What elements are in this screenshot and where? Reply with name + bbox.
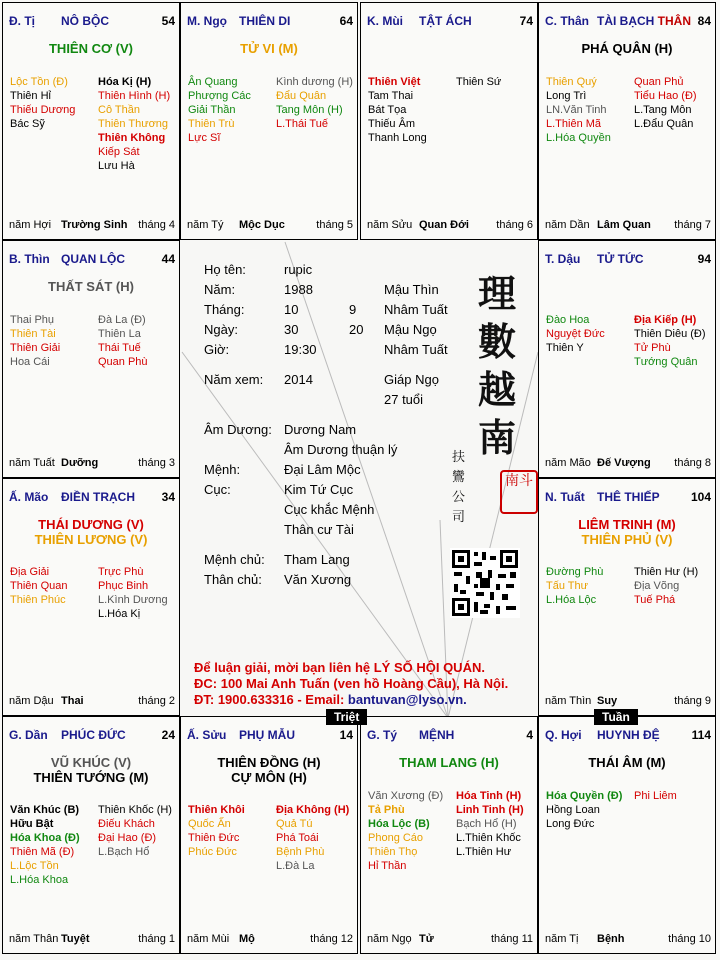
- calligraphy-side-text: 扶鸞公司: [452, 450, 466, 525]
- star-item: Thiên Trù: [188, 118, 235, 130]
- month-label: Tháng:: [204, 302, 245, 317]
- menh-chu-label: Mệnh chủ:: [204, 552, 265, 567]
- lunar-month: tháng 7: [674, 219, 711, 231]
- hour-can-chi: Nhâm Tuất: [384, 342, 448, 357]
- palace-footer: [187, 933, 353, 945]
- palace-tuat[interactable]: [538, 478, 716, 716]
- stars-right-column: [634, 75, 697, 131]
- view-year-value: 2014: [284, 372, 313, 387]
- palace-footer: [545, 695, 711, 707]
- decade-number: 84: [697, 14, 711, 28]
- life-stage: Quan Đới: [419, 219, 469, 231]
- decade-number: 94: [697, 252, 711, 266]
- star-item: Phượng Các: [188, 90, 251, 102]
- palace-header: [187, 728, 353, 742]
- palace-name: MỆNH: [419, 728, 455, 742]
- branch-label: G. Dần: [9, 728, 48, 742]
- star-item: Quan Phù: [98, 356, 148, 368]
- branch-label: Ấ. Sửu: [187, 728, 227, 742]
- contact-phone: ĐT: 1900.633316 - Email:: [194, 692, 348, 707]
- star-item: Thiên Tài: [10, 328, 56, 340]
- major-star: THIÊN LƯƠNG (V): [34, 532, 148, 547]
- palace-header: [367, 14, 533, 28]
- star-item: Hóa Quyền (Đ): [546, 790, 623, 802]
- palace-footer: [187, 219, 353, 231]
- stars-left-column: [10, 565, 67, 607]
- than-chu-value: Văn Xương: [284, 572, 352, 587]
- seal-text: 南斗: [505, 473, 533, 489]
- star-item: Kình dương (H): [276, 76, 353, 88]
- decade-number: 14: [339, 728, 353, 742]
- palace-header: [187, 14, 353, 28]
- major-star: PHÁ QUÂN (H): [581, 41, 673, 56]
- palace-name: PHỤ MẪU: [239, 728, 295, 742]
- major-star: TỬ VI (M): [240, 41, 298, 56]
- year-value: 1988: [284, 282, 313, 297]
- stars-right-column: [98, 313, 148, 369]
- palace-footer: [545, 933, 711, 945]
- star-item: Tiểu Hao (Đ): [634, 90, 697, 102]
- star-item: Trực Phù: [98, 566, 144, 578]
- stars-right-column: [98, 75, 170, 173]
- star-item: Phi Liêm: [634, 790, 677, 802]
- lunar-year: năm Thân: [9, 933, 59, 945]
- stars-left-column: [546, 75, 611, 145]
- decade-number: 24: [161, 728, 175, 742]
- star-item: Thiên Phúc: [10, 594, 66, 606]
- contact-line-2: ĐC: 100 Mai Anh Tuấn (ven hồ Hoàng Cầu), Hà Nội.: [194, 676, 509, 691]
- lunar-month: tháng 4: [138, 219, 175, 231]
- star-item: Hữu Bật: [10, 818, 54, 830]
- stars-left-column: [546, 313, 605, 355]
- star-item: Long Trì: [546, 90, 587, 102]
- star-item: Lộc Tồn (Đ): [10, 76, 68, 88]
- lunar-year: năm Dần: [545, 219, 590, 231]
- lunar-year: năm Thìn: [545, 695, 592, 707]
- star-item: Tấu Thư: [546, 580, 589, 592]
- star-item: Địa Không (H): [276, 804, 350, 816]
- star-item: Lưu Hà: [98, 160, 135, 172]
- lunar-month: tháng 11: [490, 933, 533, 945]
- star-item: Thiên Mã (Đ): [10, 846, 75, 858]
- star-item: Hoa Cái: [10, 356, 50, 368]
- day-label: Ngày:: [204, 322, 238, 337]
- am-duong-note: Âm Dương thuận lý: [284, 442, 398, 457]
- star-item: Bạch Hổ (H): [456, 818, 517, 830]
- palace-name: ĐIỀN TRẠCH: [61, 490, 135, 504]
- star-item: L.Hóa Kị: [98, 608, 141, 620]
- triet-tag: Triệt: [326, 709, 367, 725]
- star-item: Địa Kiếp (H): [634, 314, 697, 326]
- star-item: Thiên Khôi: [188, 804, 245, 816]
- menh-value: Đại Lâm Mộc: [284, 462, 361, 477]
- palace-ty[interactable]: [360, 716, 538, 954]
- star-item: Thiên Thọ: [368, 846, 418, 858]
- star-item: Thiên Hình (H): [98, 90, 171, 102]
- star-item: LN.Văn Tinh: [546, 104, 607, 116]
- than-marker: THÂN: [657, 14, 691, 28]
- star-item: Hóa Tinh (H): [456, 790, 522, 802]
- lunar-month: tháng 1: [138, 933, 175, 945]
- star-item: Địa Giải: [10, 566, 50, 578]
- stars-right-column: [456, 789, 524, 859]
- star-item: Hóa Kị (H): [98, 76, 152, 88]
- decade-number: 44: [161, 252, 175, 266]
- star-item: Đà La (Đ): [98, 314, 146, 326]
- star-item: Lực Sĩ: [188, 132, 221, 144]
- stars-left-column: [546, 565, 603, 607]
- star-item: L.Hóa Quyền: [546, 132, 611, 144]
- star-item: Long Đức: [546, 818, 595, 830]
- star-item: Bác Sỹ: [10, 118, 45, 130]
- lunar-month: tháng 5: [316, 219, 353, 231]
- stars-left-column: [188, 75, 251, 145]
- star-item: Thiếu Dương: [10, 104, 76, 116]
- star-item: L.Đẩu Quân: [634, 118, 694, 130]
- cuc-value: Kim Tứ Cục: [284, 482, 354, 497]
- lunar-month: tháng 8: [674, 457, 711, 469]
- palace-mui[interactable]: [360, 2, 538, 240]
- palace-footer: [9, 933, 175, 945]
- lunar-year: năm Tuất: [9, 457, 55, 469]
- palace-footer: [545, 219, 711, 231]
- star-item: Quan Phủ: [634, 76, 684, 88]
- name-value: rupic: [284, 262, 313, 277]
- major-star: THẤT SÁT (H): [48, 279, 134, 294]
- palace-header: [545, 252, 711, 266]
- lunar-year: năm Sửu: [367, 219, 413, 231]
- lunar-year: năm Mùi: [187, 933, 230, 945]
- star-item: Thiên Thương: [98, 118, 169, 130]
- life-stage: Tử: [419, 933, 434, 945]
- star-item: Địa Võng: [634, 580, 680, 592]
- than-cu-note: Thân cư Tài: [284, 522, 354, 537]
- star-item: Điếu Khách: [98, 818, 155, 830]
- star-item: L.Lộc Tồn: [10, 860, 59, 872]
- palace-header: [9, 490, 175, 504]
- branch-label: Đ. Tị: [9, 14, 35, 28]
- am-duong-value: Dương Nam: [284, 422, 357, 437]
- stars-left-column: [10, 75, 75, 131]
- palace-header: [545, 14, 711, 28]
- life-stage: Thai: [61, 695, 84, 707]
- month-lunar: 9: [349, 302, 357, 317]
- stars-left-column: [10, 313, 60, 369]
- stars-right-column: [456, 75, 501, 89]
- hour-label: Giờ:: [204, 342, 230, 357]
- lunar-month: tháng 9: [674, 695, 711, 707]
- lunar-month: tháng 3: [138, 457, 175, 469]
- star-item: Phúc Đức: [188, 846, 237, 858]
- major-star: THIÊN TƯỚNG (M): [33, 770, 149, 785]
- star-item: L.Thiên Khốc: [456, 832, 521, 844]
- branch-label: Ấ. Mão: [9, 490, 49, 504]
- palace-name: THÊ THIẾP: [597, 490, 660, 504]
- lunar-month: tháng 2: [138, 695, 175, 707]
- life-stage: Đế Vượng: [597, 457, 651, 469]
- star-item: Thiên Sứ: [456, 76, 502, 88]
- star-item: Thiên Diêu (Đ): [634, 328, 706, 340]
- stars-right-column: [276, 803, 349, 873]
- major-star: VŨ KHÚC (V): [50, 755, 132, 770]
- star-item: Thiếu Âm: [368, 118, 416, 130]
- star-item: L.Đà La: [276, 860, 315, 872]
- calligraphy-text: 理數越南: [478, 271, 517, 460]
- stars-left-column: [546, 789, 622, 831]
- palace-footer: [545, 457, 711, 469]
- palace-header: [545, 490, 711, 504]
- star-item: Tam Thai: [368, 90, 414, 102]
- stars-left-column: [188, 803, 245, 859]
- branch-label: M. Ngọ: [187, 14, 227, 28]
- stars-right-column: [634, 313, 706, 369]
- star-item: Thiên Hỉ: [10, 90, 51, 102]
- lunar-year: năm Hợi: [9, 219, 52, 231]
- day-can-chi: Mậu Ngọ: [384, 322, 437, 337]
- star-item: Hỉ Thần: [368, 860, 407, 872]
- life-stage: Tuyệt: [61, 933, 90, 945]
- star-item: L.Kình Dương: [98, 594, 168, 606]
- menh-label: Mệnh:: [204, 462, 241, 477]
- branch-label: Q. Hợi: [545, 728, 582, 742]
- cuc-label: Cục:: [204, 482, 231, 497]
- branch-label: C. Thân: [545, 14, 589, 28]
- palace-header: [545, 728, 711, 742]
- major-star: THIÊN PHỦ (V): [581, 532, 673, 547]
- lunar-year: năm Ngọ: [367, 933, 412, 945]
- star-item: Phục Binh: [98, 580, 149, 592]
- life-stage: Mộc Dục: [239, 219, 285, 231]
- branch-label: T. Dậu: [545, 252, 581, 266]
- branch-label: K. Mùi: [367, 14, 403, 28]
- palace-footer: [367, 219, 533, 231]
- stars-right-column: [98, 803, 172, 859]
- palace-header: [9, 14, 175, 28]
- star-item: L.Thái Tuế: [276, 118, 328, 130]
- palace-footer: [9, 457, 175, 469]
- star-item: L.Thiên Mã: [546, 118, 602, 130]
- star-item: Tuế Phá: [634, 594, 676, 606]
- lunar-year: năm Tý: [187, 219, 224, 231]
- tuan-tag: Tuần: [594, 709, 638, 725]
- cuc-note: Cục khắc Mệnh: [284, 502, 375, 517]
- stars-right-column: [634, 789, 677, 803]
- stars-left-column: [368, 75, 427, 145]
- month-value: 10: [284, 302, 299, 317]
- menh-chu-value: Tham Lang: [284, 552, 350, 567]
- day-lunar: 20: [349, 322, 364, 337]
- year-label: Năm:: [204, 282, 236, 297]
- palace-header: [9, 252, 175, 266]
- star-item: Thanh Long: [368, 132, 427, 144]
- star-item: Thiên Quý: [546, 76, 597, 88]
- palace-dau[interactable]: [538, 240, 716, 478]
- star-item: Thai Phụ: [10, 314, 55, 326]
- star-item: L.Bạch Hổ: [98, 846, 150, 858]
- seal-stamp: [500, 470, 538, 514]
- star-item: L.Thiên Hư: [456, 846, 512, 858]
- star-item: Thiên La: [98, 328, 141, 340]
- major-star: THÁI ÂM (M): [588, 755, 666, 770]
- palace-ti[interactable]: [2, 2, 180, 240]
- major-star: THIÊN CƠ (V): [48, 41, 134, 56]
- star-item: Thiên Hư (H): [634, 566, 699, 578]
- decade-number: 114: [691, 728, 711, 742]
- star-item: Quốc Ấn: [188, 818, 231, 830]
- stars-left-column: [10, 803, 80, 887]
- month-can-chi: Nhâm Tuất: [384, 302, 448, 317]
- star-item: Thiên Không: [98, 132, 166, 144]
- palace-suu[interactable]: [180, 716, 358, 954]
- contact-line-3: [194, 692, 508, 708]
- palace-hoi[interactable]: [538, 716, 716, 954]
- palace-name: TỬ TỨC: [597, 252, 644, 266]
- stars-right-column: [98, 565, 168, 621]
- star-item: Tử Phù: [634, 342, 671, 354]
- lunar-month: tháng 12: [310, 933, 353, 945]
- major-star: THÁI DƯƠNG (V): [38, 517, 144, 532]
- palace-footer: [9, 695, 175, 707]
- star-item: Thiên Quan: [10, 580, 68, 592]
- lunar-year: năm Mão: [545, 457, 591, 469]
- contact-block: [194, 660, 508, 708]
- major-star: THIÊN ĐỒNG (H): [217, 755, 321, 770]
- star-item: Thiên Khốc (H): [98, 804, 172, 816]
- star-item: Hóa Khoa (Đ): [10, 832, 80, 844]
- age-value: 27 tuổi: [384, 392, 424, 407]
- star-item: Thiên Giải: [10, 342, 61, 354]
- hour-value: 19:30: [284, 342, 317, 357]
- star-item: Đường Phù: [546, 566, 604, 578]
- life-stage: Mộ: [239, 933, 255, 945]
- stars-left-column: [368, 789, 443, 873]
- star-item: Tang Môn (H): [276, 104, 343, 116]
- center-info-panel: [182, 242, 538, 718]
- palace-name: THIÊN DI: [239, 14, 291, 28]
- star-item: Thái Tuế: [98, 342, 141, 354]
- star-item: Linh Tinh (H): [456, 804, 524, 816]
- life-stage: Trường Sinh: [61, 219, 128, 231]
- life-stage: Suy: [597, 695, 618, 707]
- star-item: Đại Hao (Đ): [98, 832, 157, 844]
- lunar-month: tháng 6: [496, 219, 533, 231]
- star-item: Nguyệt Đức: [546, 328, 605, 340]
- year-can-chi: Mậu Thìn: [384, 282, 439, 297]
- star-item: Phong Cáo: [368, 832, 424, 844]
- palace-thin[interactable]: [2, 240, 180, 478]
- name-label: Họ tên:: [204, 262, 246, 277]
- lunar-year: năm Dậu: [9, 695, 54, 707]
- decade-number: 104: [690, 490, 711, 504]
- palace-mao[interactable]: [2, 478, 180, 716]
- star-item: L.Hóa Khoa: [10, 874, 69, 886]
- view-year-label: Năm xem:: [204, 372, 264, 387]
- major-star: CỰ MÔN (H): [231, 770, 307, 785]
- view-year-can-chi: Giáp Ngọ: [384, 372, 439, 387]
- palace-header: [9, 728, 175, 742]
- palace-name: NÔ BỘC: [61, 14, 109, 28]
- decade-number: 54: [161, 14, 175, 28]
- star-item: Đào Hoa: [546, 314, 590, 326]
- decade-number: 4: [526, 728, 533, 742]
- star-item: Bát Tọa: [368, 104, 407, 116]
- palace-name: TẬT ÁCH: [419, 14, 472, 28]
- star-item: Kiếp Sát: [98, 146, 140, 158]
- palace-dan[interactable]: [2, 716, 180, 954]
- decade-number: 34: [161, 490, 175, 504]
- am-duong-label: Âm Dương:: [204, 422, 272, 437]
- star-item: Thiên Việt: [368, 76, 421, 88]
- star-item: Tả Phù: [368, 804, 405, 816]
- stars-right-column: [634, 565, 698, 607]
- palace-footer: [9, 219, 175, 231]
- star-item: Đẩu Quân: [276, 90, 327, 102]
- lunar-year: năm Tị: [545, 933, 579, 945]
- day-value: 30: [284, 322, 299, 337]
- star-item: Thiên Y: [546, 342, 584, 354]
- qr-code-icon[interactable]: [450, 548, 520, 618]
- life-stage: Lâm Quan: [597, 219, 651, 231]
- star-item: Văn Xương (Đ): [368, 790, 444, 802]
- contact-email-link[interactable]: bantuvan@lyso.vn.: [347, 692, 467, 707]
- palace-footer: [367, 933, 533, 945]
- life-stage: Dưỡng: [61, 457, 99, 469]
- star-item: L.Tang Môn: [634, 104, 692, 116]
- contact-line-1: Để luận giải, mời bạn liên hệ LÝ SỐ HỘI QUÁN.: [194, 660, 485, 675]
- branch-label: B. Thìn: [9, 252, 50, 266]
- star-item: Hồng Loan: [546, 804, 600, 816]
- star-item: L.Hóa Lộc: [546, 594, 597, 606]
- palace-than[interactable]: [538, 2, 716, 240]
- palace-ngo[interactable]: [180, 2, 358, 240]
- major-star: THAM LANG (H): [399, 755, 499, 770]
- star-item: Phá Toái: [276, 832, 319, 844]
- star-item: Tướng Quân: [634, 356, 698, 368]
- star-item: Văn Khúc (B): [10, 804, 80, 816]
- stars-right-column: [276, 75, 353, 131]
- palace-name: TÀI BẠCH: [597, 14, 655, 28]
- star-item: Bệnh Phù: [276, 846, 325, 858]
- star-item: Thiên Đức: [188, 832, 240, 844]
- decade-number: 74: [519, 14, 533, 28]
- star-item: Quả Tú: [276, 818, 313, 830]
- branch-label: N. Tuất: [545, 490, 585, 504]
- than-chu-label: Thân chủ:: [204, 572, 262, 587]
- life-stage: Bệnh: [597, 933, 625, 945]
- major-star: LIÊM TRINH (M): [578, 517, 676, 532]
- star-item: Hóa Lộc (B): [368, 818, 430, 830]
- palace-header: [367, 728, 533, 742]
- palace-name: QUAN LỘC: [61, 252, 125, 266]
- lunar-month: tháng 10: [668, 933, 711, 945]
- palace-name: PHÚC ĐỨC: [61, 728, 126, 742]
- star-item: Ân Quang: [188, 76, 238, 88]
- branch-label: G. Tý: [367, 728, 398, 742]
- decade-number: 64: [339, 14, 353, 28]
- palace-name: HUYNH ĐỆ: [597, 728, 660, 742]
- star-item: Cô Thần: [98, 104, 140, 116]
- star-item: Giải Thần: [188, 104, 236, 116]
